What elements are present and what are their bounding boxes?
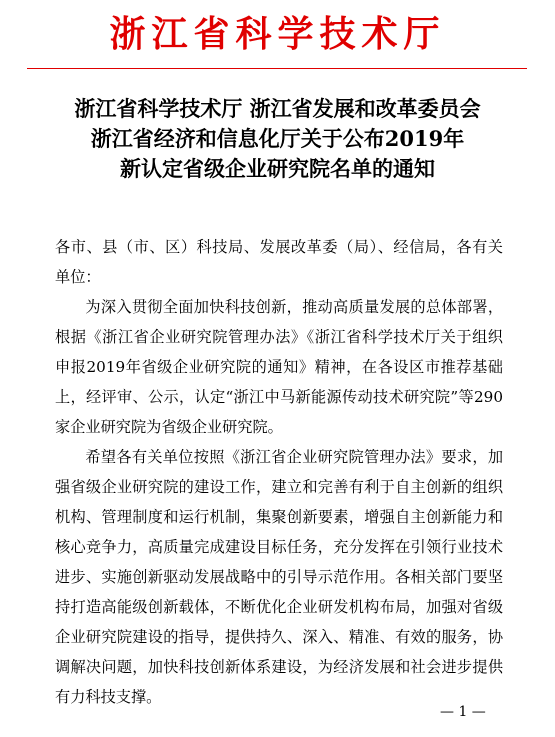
title-line: 浙江省科学技术厅 浙江省发展和改革委员会 xyxy=(74,96,481,121)
document-title xyxy=(0,94,555,184)
body-paragraph: 为深入贯彻全面加快科技创新，推动高质量发展的总体部署，根据《浙江省企业研究院管理办法》《浙江省科学技术厅关于组织申报2019年省级企业研究院的通知》精神，在各设区市推荐基础上，经评审、公示，认定“浙江中马新能源传动技术研究院”等290家企业研究院为省级企业研究院。 xyxy=(55,298,503,436)
title-line: 新认定省级企业研究院名单的通知 xyxy=(120,156,435,181)
title-line: 浙江省经济和信息化厅关于公布2019年 xyxy=(90,126,465,151)
document-body xyxy=(55,232,503,712)
masthead-title: 浙江省科学技术厅 xyxy=(109,13,446,55)
page-number: — 1 — xyxy=(440,704,486,720)
body-paragraph: 希望各有关单位按照《浙江省企业研究院管理办法》要求，加强省级企业研究院的建设工作，建立和完善有利于自主创新的组织机构、管理制度和运行机制，集聚创新要素，增强自主创新能力和核心竞争力，高质量完成建设目标任务，充分发挥在引领行业技术进步、实施创新驱动发展战略中的引导示范作用。各相关部门要坚持打造高能级创新载体，不断优化企业研发机构布局，加强对省级企业研究院建设的指导，提供持久、深入、精准、有效的服务，协调解决问题，加快科技创新体系建设，为经济发展和社会进步提供有力科技支撑。 xyxy=(55,448,503,706)
masthead-divider xyxy=(27,68,527,69)
salutation: 各市、县（市、区）科技局、发展改革委（局）、经信局，各有关单位： xyxy=(55,238,503,286)
